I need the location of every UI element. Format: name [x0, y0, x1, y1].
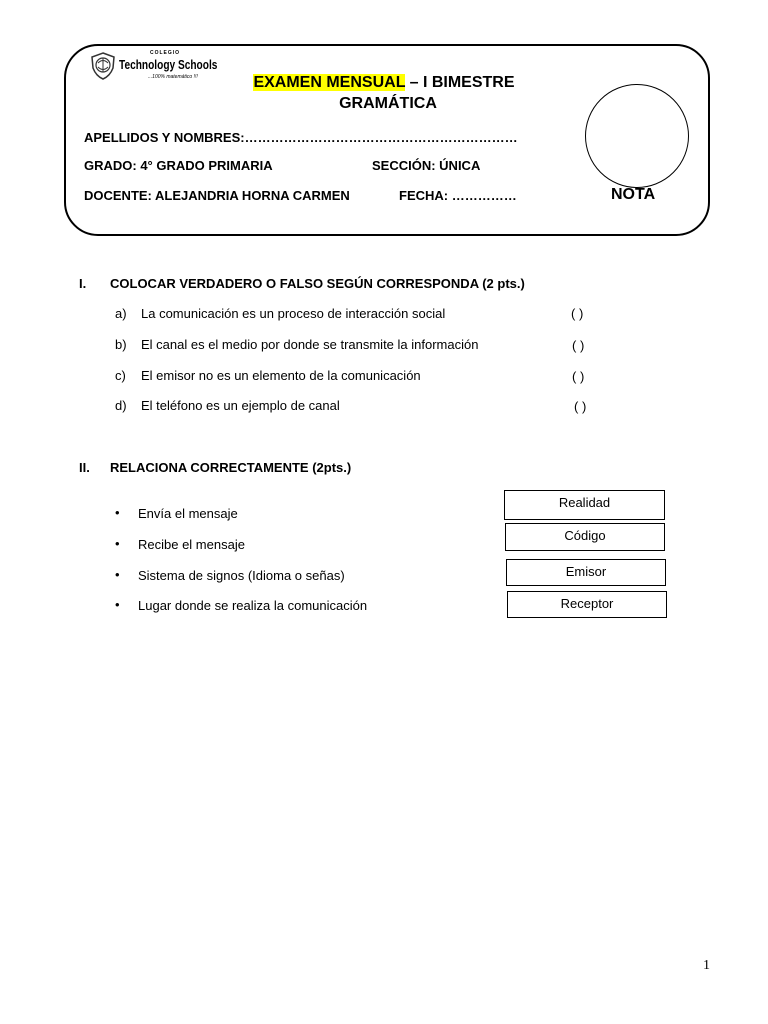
match-option-label: Código: [564, 528, 606, 543]
seccion-field: SECCIÓN: ÚNICA: [372, 158, 481, 173]
docente-field: DOCENTE: ALEJANDRIA HORNA CARMEN: [84, 188, 350, 203]
logo-small-text: COLEGIO: [150, 50, 181, 56]
grado-field: GRADO: 4° GRADO PRIMARIA: [84, 158, 273, 173]
tf-letter: d): [115, 398, 127, 413]
section2-number: II.: [79, 460, 90, 475]
tf-statement: El emisor no es un elemento de la comunicación: [141, 368, 421, 383]
tf-statement: El canal es el medio por donde se transmite la información: [141, 337, 479, 352]
tf-letter: c): [115, 368, 126, 383]
exam-title-rest: – I BIMESTRE: [405, 74, 515, 91]
bullet-icon: •: [115, 597, 120, 612]
logo-tagline: ...100% matemático !!!: [148, 74, 198, 80]
nota-label: NOTA: [611, 186, 656, 203]
bullet-icon: •: [115, 536, 120, 551]
nota-circle: [585, 84, 689, 188]
fecha-field: FECHA: ……………: [399, 188, 517, 203]
match-option-label: Emisor: [565, 564, 607, 579]
exam-subtitle: GRAMÁTICA: [339, 95, 437, 112]
tf-letter: b): [115, 337, 127, 352]
section1-title: COLOCAR VERDADERO O FALSO SEGÚN CORRESPONDA (2 pts.): [110, 276, 525, 291]
tf-statement: La comunicación es un proceso de interacción social: [141, 306, 446, 321]
tf-answer-blank: ( ): [572, 369, 585, 384]
match-item: Envía el mensaje: [138, 506, 238, 521]
match-option-label: Realidad: [558, 495, 611, 510]
apellidos-field: APELLIDOS Y NOMBRES:………………………………………………………: [84, 130, 518, 145]
tf-answer-blank: ( ): [572, 338, 585, 353]
match-option-label: Receptor: [560, 596, 614, 611]
match-option-box: [505, 523, 665, 551]
match-option-box: [507, 591, 667, 618]
exam-title-highlight: EXAMEN MENSUAL: [253, 74, 406, 91]
match-option-box: [504, 490, 665, 520]
match-item: Sistema de signos (Idioma o señas): [138, 568, 345, 583]
tf-statement: El teléfono es un ejemplo de canal: [141, 398, 340, 413]
tf-letter: a): [115, 306, 127, 321]
tf-answer-blank: ( ): [571, 306, 584, 321]
logo-brand-name: Technology Schools: [119, 57, 218, 72]
match-item: Recibe el mensaje: [138, 537, 245, 552]
bullet-icon: •: [115, 567, 120, 582]
bullet-icon: •: [115, 505, 120, 520]
page-number: 1: [703, 958, 710, 973]
section2-title: RELACIONA CORRECTAMENTE (2pts.): [110, 460, 352, 475]
section1-number: I.: [79, 276, 87, 291]
match-item: Lugar donde se realiza la comunicación: [138, 598, 368, 613]
match-option-box: [506, 559, 666, 586]
tf-answer-blank: ( ): [574, 399, 587, 414]
